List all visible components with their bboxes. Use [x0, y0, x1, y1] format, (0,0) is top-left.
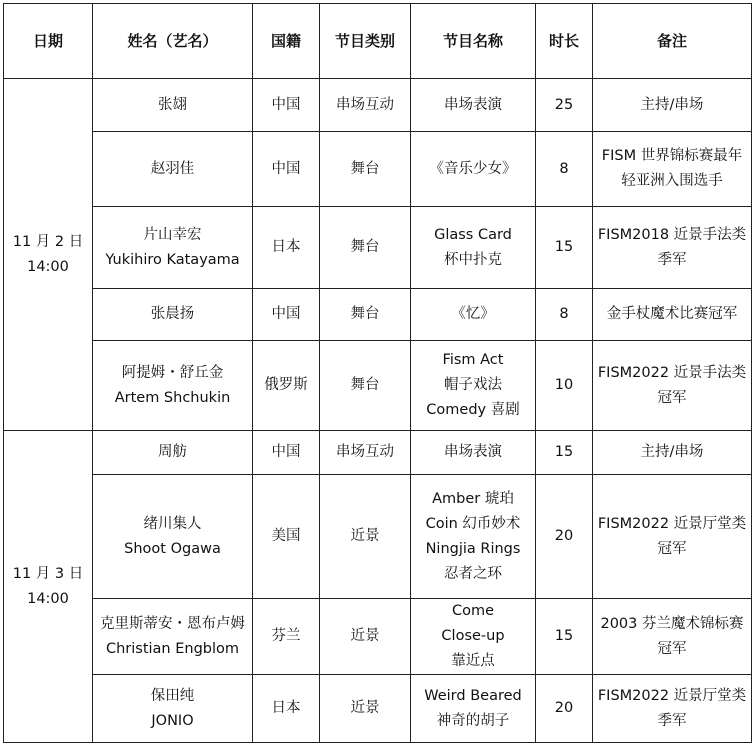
header-date: 日期: [4, 4, 93, 79]
nationality-cell: 中国: [253, 431, 320, 475]
table-row: [4, 79, 752, 132]
table-row: [4, 675, 752, 743]
nationality-cell: 俄罗斯: [253, 341, 320, 431]
header-nationality: 国籍: [253, 4, 320, 79]
header-program: 节目名称: [411, 4, 536, 79]
duration-cell: 15: [536, 431, 593, 475]
nationality-cell: 美国: [253, 475, 320, 599]
table-row: [4, 599, 752, 675]
duration-cell: 8: [536, 132, 593, 207]
duration-cell: 20: [536, 675, 593, 743]
remark-cell: FISM2022 近景厅堂类冠军: [593, 475, 752, 599]
duration-cell: 15: [536, 207, 593, 289]
table-row: [4, 207, 752, 289]
program-cell: Glass Card 杯中扑克: [411, 207, 536, 289]
category-cell: 舞台: [320, 207, 411, 289]
header-category: 节目类别: [320, 4, 411, 79]
program-schedule-table: [3, 3, 752, 743]
name-cell: 周舫: [93, 431, 253, 475]
category-cell: 近景: [320, 475, 411, 599]
category-cell: 舞台: [320, 341, 411, 431]
nationality-cell: 芬兰: [253, 599, 320, 675]
program-cell: Amber 琥珀 Coin 幻币妙术 Ningjia Rings 忍者之环: [411, 475, 536, 599]
program-cell: 串场表演: [411, 431, 536, 475]
program-cell: Fism Act 帽子戏法 Comedy 喜剧: [411, 341, 536, 431]
name-cell: 张翃: [93, 79, 253, 132]
name-cell: 赵羽佳: [93, 132, 253, 207]
header-name: 姓名（艺名）: [93, 4, 253, 79]
program-cell: 串场表演: [411, 79, 536, 132]
nationality-cell: 日本: [253, 207, 320, 289]
duration-cell: 20: [536, 475, 593, 599]
program-cell: Come Close-up 靠近点: [411, 599, 536, 675]
program-cell: 《忆》: [411, 289, 536, 341]
category-cell: 近景: [320, 599, 411, 675]
date-cell: 11 月 3 日 14:00: [4, 431, 93, 743]
remark-cell: 主持/串场: [593, 79, 752, 132]
nationality-cell: 日本: [253, 675, 320, 743]
remark-cell: FISM2022 近景厅堂类季军: [593, 675, 752, 743]
name-cell: 阿提姆・舒丘金 Artem Shchukin: [93, 341, 253, 431]
remark-cell: FISM 世界锦标赛最年轻亚洲入围选手: [593, 132, 752, 207]
name-cell: 克里斯蒂安・恩布卢姆 Christian Engblom: [93, 599, 253, 675]
table-row: [4, 341, 752, 431]
name-cell: 保田纯 JONIO: [93, 675, 253, 743]
remark-cell: FISM2018 近景手法类季军: [593, 207, 752, 289]
program-cell: Weird Beared 神奇的胡子: [411, 675, 536, 743]
name-cell: 张晨扬: [93, 289, 253, 341]
remark-cell: 2003 芬兰魔术锦标赛冠军: [593, 599, 752, 675]
category-cell: 舞台: [320, 289, 411, 341]
table-row: [4, 289, 752, 341]
table-row: [4, 475, 752, 599]
header-remark: 备注: [593, 4, 752, 79]
category-cell: 舞台: [320, 132, 411, 207]
nationality-cell: 中国: [253, 132, 320, 207]
date-cell: 11 月 2 日 14:00: [4, 79, 93, 431]
category-cell: 串场互动: [320, 431, 411, 475]
remark-cell: 金手杖魔术比赛冠军: [593, 289, 752, 341]
program-cell: 《音乐少女》: [411, 132, 536, 207]
nationality-cell: 中国: [253, 79, 320, 132]
table-row: [4, 132, 752, 207]
category-cell: 串场互动: [320, 79, 411, 132]
duration-cell: 25: [536, 79, 593, 132]
duration-cell: 10: [536, 341, 593, 431]
category-cell: 近景: [320, 675, 411, 743]
duration-cell: 15: [536, 599, 593, 675]
name-cell: 绪川集人 Shoot Ogawa: [93, 475, 253, 599]
header-duration: 时长: [536, 4, 593, 79]
nationality-cell: 中国: [253, 289, 320, 341]
header-row: [4, 4, 752, 79]
remark-cell: FISM2022 近景手法类冠军: [593, 341, 752, 431]
table-row: [4, 431, 752, 475]
duration-cell: 8: [536, 289, 593, 341]
name-cell: 片山幸宏 Yukihiro Katayama: [93, 207, 253, 289]
remark-cell: 主持/串场: [593, 431, 752, 475]
